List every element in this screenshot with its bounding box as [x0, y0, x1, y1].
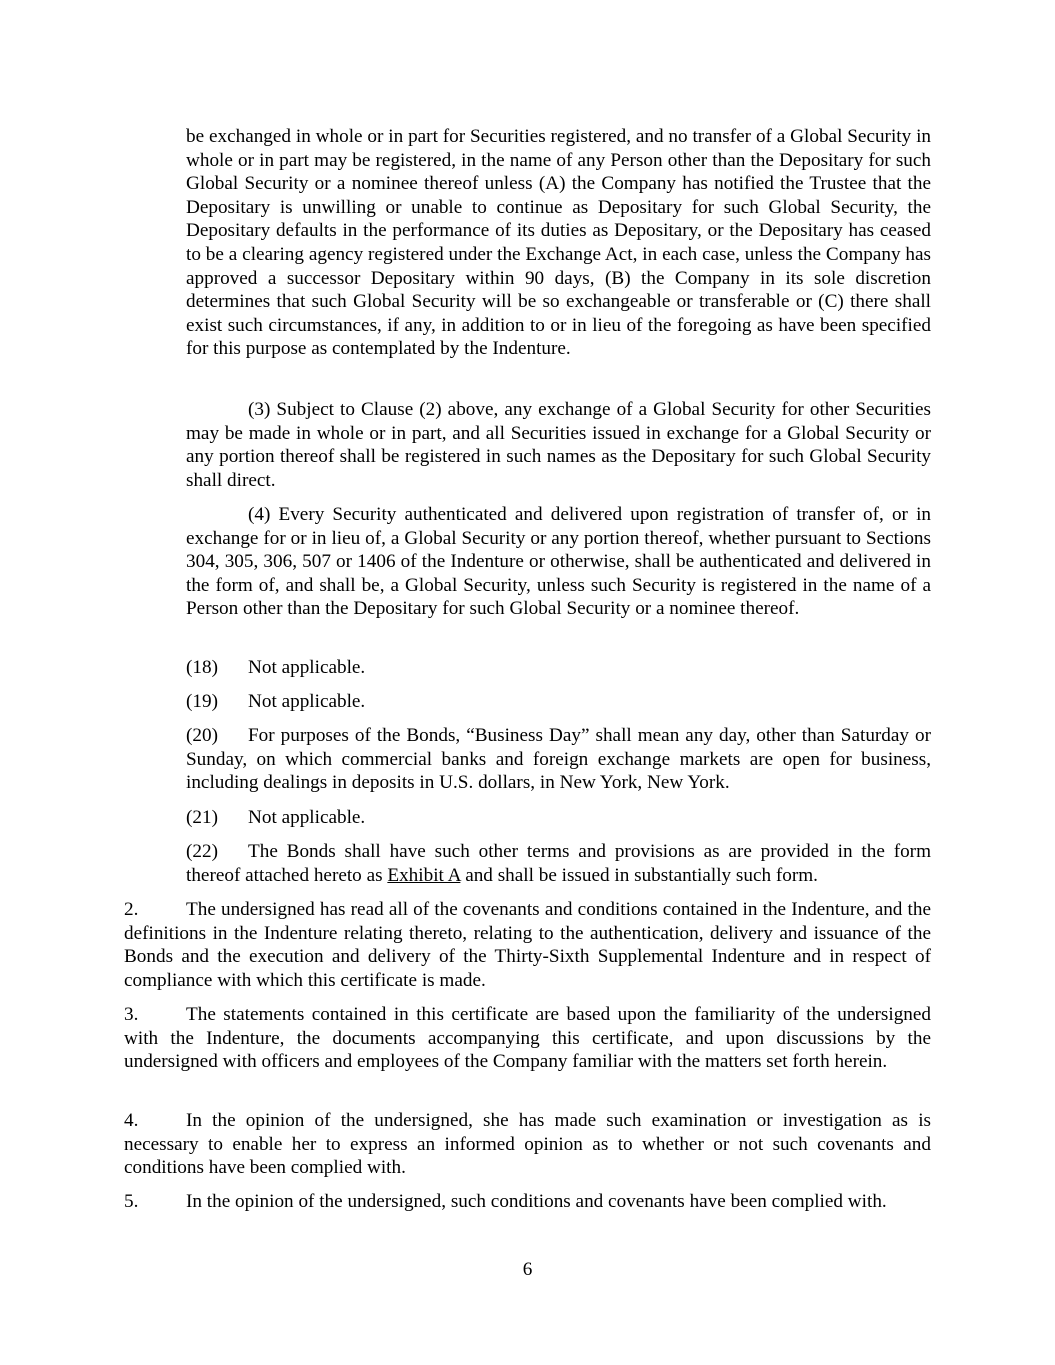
- section-text-3: The statements contained in this certificate are based upon the familiarity of the undersigned with the Indenture, the documents accompanying this certificate, and upon discussions by the undersigned with officers and employees of the Company familiar with the matters set forth herein.: [124, 1004, 931, 1073]
- item-number-22: (22): [186, 841, 218, 862]
- item-text-18: Not applicable.: [248, 657, 366, 678]
- item-number-19: (19): [186, 691, 218, 712]
- item-text-22b: and shall be issued in substantially such form.: [460, 864, 818, 886]
- exhibit-a-reference: Exhibit A: [387, 864, 461, 886]
- item-number-18: (18): [186, 657, 218, 678]
- paragraph-clause-3: (3) Subject to Clause (2) above, any exchange of a Global Security for other Securities may be made in whole or in part, and all Securities issued in exchange for a Global Security or any portion thereof shall be registered in such names as the Depositary for such Global Security shall direct.: [186, 399, 931, 491]
- paragraph-item-20: [186, 724, 931, 795]
- item-number-20: (20): [186, 725, 218, 746]
- paragraph-item-19: [186, 690, 931, 714]
- item-number-21: (21): [186, 807, 218, 828]
- section-4: [124, 1109, 931, 1180]
- section-text-4: In the opinion of the undersigned, she has made such examination or investigation as is necessary to enable her to express an informed opinion as to whether or not such covenants and conditions have been complied with.: [124, 1110, 931, 1179]
- paragraph-item-21: [186, 806, 931, 830]
- paragraph-clause-4: (4) Every Security authenticated and delivered upon registration of transfer of, or in exchange for or in lieu of, a Global Security or any portion thereof, whether pursuant to Sections 304, 305, 306, 507 or 1406 of the Indenture or otherwise, shall be authenticated and delivered in the form of, and shall be, a Global Security, unless such Security is registered in the name of a Person other than the Depositary for such Global Security or a nominee thereof.: [186, 504, 931, 620]
- section-text-2: The undersigned has read all of the covenants and conditions contained in the Indenture, and the definitions in the Indenture relating thereto, relating to the authentication, delivery and issuance of the Bonds and the execution and delivery of the Thirty-Sixth Supplemental Indenture and in respect of compliance with which this certificate is made.: [124, 899, 931, 991]
- item-text-21: Not applicable.: [248, 807, 366, 828]
- paragraph-item-18: [186, 656, 931, 680]
- item-text-20: For purposes of the Bonds, “Business Day” shall mean any day, other than Saturday or Sunday, on which commercial banks and foreign exchange markets are open for business, including dealings in deposits in U.S. dollars, in New York, New York.: [186, 725, 931, 794]
- section-5: [124, 1190, 931, 1214]
- page-number: 6: [522, 1259, 533, 1280]
- section-text-5: In the opinion of the undersigned, such conditions and covenants have been complied with.: [186, 1191, 887, 1212]
- item-text-22a: The Bonds shall have such other terms and provisions as are provided in the form thereof attached hereto as: [186, 841, 931, 886]
- item-text-19: Not applicable.: [248, 691, 366, 712]
- paragraph-item-22: [186, 840, 931, 887]
- section-number-2: 2.: [124, 899, 139, 920]
- section-number-3: 3.: [124, 1004, 139, 1025]
- section-number-5: 5.: [124, 1191, 139, 1212]
- section-3: [124, 1003, 931, 1074]
- section-2: [124, 898, 931, 992]
- section-number-4: 4.: [124, 1110, 139, 1131]
- paragraph-global-security-exchange: be exchanged in whole or in part for Securities registered, and no transfer of a Global Security in whole or in part may be registered, in the name of any Person other than the Depositary for such Global Security or a nominee thereof unless (A) the Company has notified the Trustee that the Depositary is unwilling or unable to continue as Depositary for such Global Security, the Depositary defaults in the performance of its duties as Depositary, or the Depositary has ceased to be a clearing agency registered under the Exchange Act, in each case, unless the Company has approved a successor Depositary within 90 days, (B) the Company in its sole discretion determines that such Global Security will be so exchangeable or transferable or (C) there shall exist such circumstances, if any, in addition to or in lieu of the foregoing as have been specified for this purpose as contemplated by the Indenture.: [186, 126, 931, 360]
